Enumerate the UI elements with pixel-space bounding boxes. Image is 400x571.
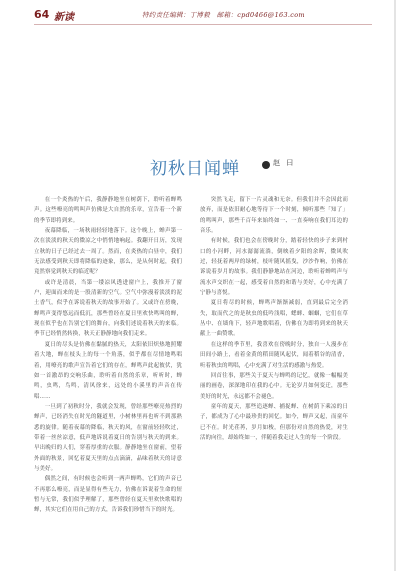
- article-author: 赵 曰: [273, 159, 296, 167]
- paragraph: 偶然之间，有时候也会听到一两声蝉鸣，它们的声音已不再那么嘹亮，而是显得有些无力，仿佛在诉说着生命的短暂与无常，我们似乎理解了，那些曾经在夏天里欢快歌唱的蝉，其实它们在用自己的方式，告诉我们珍惜当下的时光。: [34, 476, 182, 514]
- paragraph: 回首往事，那些关于夏天与蝉鸣的记忆，就像一幅幅美丽的画卷，深深地印在我的心中。无论岁月如何变迁，那些美好的时光，永远都不会褪色。: [200, 372, 348, 400]
- paragraph: 有时候，我们也会在傍晚时分，踏着轻快的步子来到村口的小河畔，河水潺潺流淌，倒映着夕阳的余晖，微风吹过，轻抚着两岸的绿树，枝叶随风摇曳，沙沙作响，仿佛在诉说着岁月的故事。我们静静地站在河边，聆听着蝉鸣声与流水声交织在一起，感受着自然的和谐与美好，心中充满了宁静与喜悦。: [200, 238, 348, 297]
- paragraph: 或许是清晨，当第一缕凉风透进窗户上，我推开了窗户，迎面而来的是一股清新的空气。空气中弥漫着淡淡的泥土香气，似乎在诉说着秋天的故事开始了。又或许在傍晚，蝉鸣声变得悠远而低沉，那些曾经在夏日里欢快鸣叫的蝉，现在似乎也在告别它们的舞台，向我们述说着秋天的来临。季节已经悄然转换，秋天正静静地向我们走来。: [34, 279, 182, 338]
- paragraph: 夜幕降临，一场秋雨轻轻地落下。这个晚上，蝉声第一次在淡淡的秋天的微凉之中悄悄地响起。我翻开日历，发现立秋的日子已经过去一周了。然而，在炎热的白昼中，我们无法感受到秋天即将降临的迹象，那么，是从何时起，我们竟然察觉到秋天的临近呢？: [34, 228, 182, 276]
- editor-info: 特约责任编辑：丁博毅 邮箱：cpd0466@163.com: [142, 11, 305, 19]
- article-title: 初秋日闻蝉: [150, 159, 240, 179]
- page-edge: [394, 0, 396, 571]
- article-title-block: [150, 154, 380, 182]
- paragraph: 在一个炎热的午后，我静静地坐在树荫下，聆听着蝉鸣声。这些嘹亮的鸣叫声仿佛是大自然的乐章，宣告着一个新的季节即将到来。: [34, 197, 182, 224]
- page-number: 64: [34, 8, 50, 21]
- header-divider: [34, 24, 372, 25]
- paragraph: 突然飞走，留下一片灵魂和无奈。但我们并不会因此而放弃，而是依旧耐心地等待下一个时刻，倾听那些「知了」的鸣叫声，那些千百年来始终如一、一直奏响在我们耳边的音乐。: [200, 197, 348, 235]
- author-bullet-icon: [262, 161, 270, 169]
- article-column-right: [200, 195, 348, 443]
- paragraph: 一旦到了初秋时分，我就会发现，曾经那些嘹亮热烈的蝉声，已经消失在时光的隧道里，小树林里再也听不到那熟悉的旋律。随着夜幕的降临，秋天的风，在窗前轻轻吹过，带着一丝丝凉意，低声地诉说着夏日的告别与秋天的到来。早出晚归的人们，穿着厚重的衣服。静静地坐在窗前，望着外面的秋景，回忆着夏天里的点点滴滴，品味着秋天的诗意与美好。: [34, 403, 182, 472]
- section-label: 新读: [54, 12, 74, 23]
- article-column-left: [34, 195, 182, 516]
- paragraph: 在这样的季节里，我喜欢在傍晚时分，独自一人漫步在田间小路上，看着金黄的稻田随风起伏，闻着稻谷的清香，听着秋虫的鸣唱，心中充满了对生活的感激与热爱。: [200, 341, 348, 369]
- paragraph: 夏日的尽头是仿佛在黏腻的热天，太阳依旧炽热地照耀着大地，蝉在枝头上的每一个角落，似乎都在尽情地鸣唱着，用嘹亮的歌声宣告着它们的存在，蝉鸣声此起彼伏，犹如一首激昂的交响乐曲，聆听着自然的乐章，听听时，蝉鸣，虫鸣，鸟鸣，清风徐来，远处的小溪里的声音在传唱……: [34, 341, 182, 400]
- paragraph: 夏日将尽的时候，蝉鸣声渐渐减弱，直到最后完全消失，取而代之的是秋虫的低吟浅唱，蟋蟀、蝈蝈，它们在草丛中、在墙角下，轻声地歌唱着，仿佛在为即将到来的秋天献上一曲赞歌。: [200, 300, 348, 338]
- paragraph: 童年的夏天，那些追逐蝉、捕捉蝉、在树荫下乘凉的日子，都成为了心中最珍贵的回忆。如今，蝉声又起，而童年已不在。时光荏苒，岁月如梭，但那份对自然的热爱，对生活的向往，却始终如一，伴随着我走过人生的每一个阶段。: [200, 403, 348, 441]
